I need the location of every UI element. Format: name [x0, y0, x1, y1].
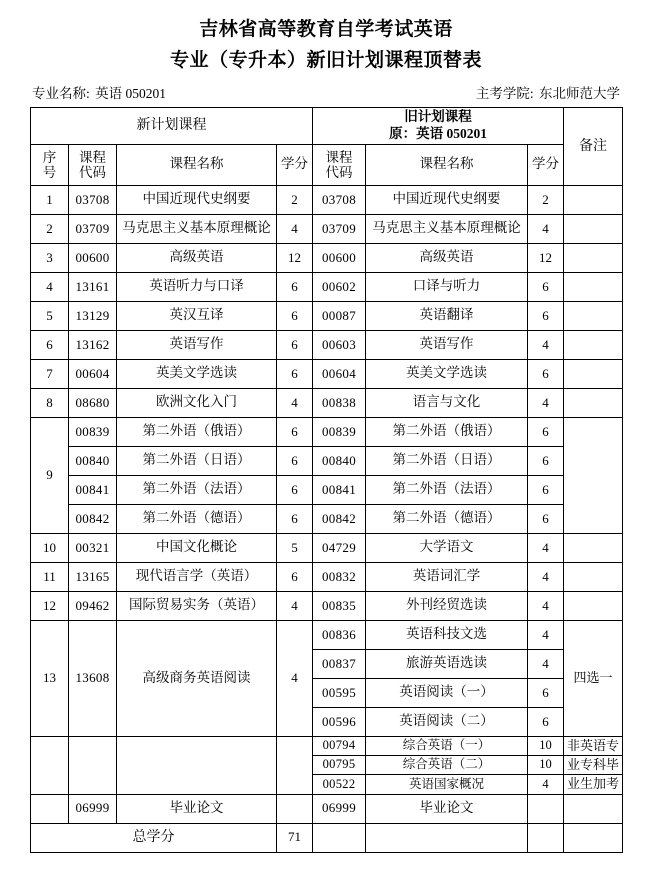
- cell-new-name: 中国文化概论: [117, 533, 277, 562]
- cell-old-name: 英语阅读（二）: [366, 707, 528, 736]
- cell-old-credit: 6: [528, 707, 564, 736]
- cell-old-code: 00835: [313, 591, 366, 620]
- table-row: [31, 185, 623, 214]
- cell-old-code: 00596: [313, 707, 366, 736]
- cell-remark: [564, 359, 623, 388]
- cell-new-name: 欧洲文化入门: [117, 388, 277, 417]
- cell-old-credit: 10: [528, 736, 564, 755]
- cell-old-credit: 4: [528, 775, 564, 794]
- cell-old-credit: 4: [528, 562, 564, 591]
- cell-remark: [564, 243, 623, 272]
- cell-new-credit: 6: [277, 272, 313, 301]
- cell-old-credit: 12: [528, 243, 564, 272]
- cell-remark: [564, 388, 623, 417]
- cell-old-code: 06999: [313, 794, 366, 823]
- cell-new-name: 国际贸易实务（英语）: [117, 591, 277, 620]
- header-new-credit: 学分: [277, 144, 313, 185]
- cell-old-name: 马克思主义基本原理概论: [366, 214, 528, 243]
- cell-seq-group: [31, 736, 69, 794]
- cell-new-credit: 12: [277, 243, 313, 272]
- table-row: [31, 533, 623, 562]
- cell-old-name: 毕业论文: [366, 794, 528, 823]
- table-header-group-row: [31, 108, 623, 145]
- cell-new-code: 06999: [69, 794, 117, 823]
- cell-old-name: 外刊经贸选读: [366, 591, 528, 620]
- cell-remark: [564, 823, 623, 852]
- cell-new-credit: [277, 794, 313, 823]
- major-label: 专业名称:: [32, 86, 90, 101]
- table-row: [31, 562, 623, 591]
- header-new-code-line2: 代码: [79, 164, 106, 180]
- cell-old-code: 00600: [313, 243, 366, 272]
- cell-old-code: 03708: [313, 185, 366, 214]
- cell-new-name: 高级英语: [117, 243, 277, 272]
- cell-new-code: 13129: [69, 301, 117, 330]
- table-row: [31, 243, 623, 272]
- cell-old-name: 综合英语（二）: [366, 756, 528, 775]
- cell-seq-group: 13: [31, 620, 69, 736]
- header-old-code-line1: 课程: [325, 149, 353, 165]
- cell-seq: 5: [31, 301, 69, 330]
- cell-new-code: 00321: [69, 533, 117, 562]
- cell-new-code: 00840: [69, 446, 117, 475]
- header-new-plan: 新计划课程: [31, 108, 313, 145]
- cell-new-credit-group: [277, 736, 313, 794]
- table-row-second-language: [31, 417, 623, 446]
- major-value: 英语 050201: [95, 86, 167, 101]
- cell-new-credit: 6: [277, 359, 313, 388]
- document-meta: [30, 82, 622, 102]
- cell-seq: 6: [31, 330, 69, 359]
- cell-new-code: 00842: [69, 504, 117, 533]
- table-row-choice-group: [31, 620, 623, 649]
- cell-old-code: 00842: [313, 504, 366, 533]
- cell-old-code: 00838: [313, 388, 366, 417]
- cell-new-code: 08680: [69, 388, 117, 417]
- cell-new-credit: 2: [277, 185, 313, 214]
- cell-old-credit: [528, 823, 564, 852]
- cell-old-code: 00832: [313, 562, 366, 591]
- college-field: [476, 82, 620, 102]
- cell-old-code: 00836: [313, 620, 366, 649]
- header-old-code-line2: 代码: [325, 164, 353, 180]
- cell-seq: 7: [31, 359, 69, 388]
- cell-new-name: 第二外语（日语）: [117, 446, 277, 475]
- cell-old-credit: 6: [528, 678, 564, 707]
- document-title: [30, 0, 622, 76]
- cell-remark: [564, 330, 623, 359]
- cell-seq: 8: [31, 388, 69, 417]
- cell-new-code: 03708: [69, 185, 117, 214]
- cell-old-credit: 6: [528, 272, 564, 301]
- cell-new-name: 第二外语（法语）: [117, 475, 277, 504]
- cell-new-credit: 4: [277, 214, 313, 243]
- cell-new-name: 第二外语（德语）: [117, 504, 277, 533]
- cell-new-credit: 6: [277, 562, 313, 591]
- title-line-1: 吉林省高等教育自学考试英语: [199, 19, 453, 40]
- cell-old-code: 00595: [313, 678, 366, 707]
- header-seq: [31, 144, 69, 185]
- college-label: 主考学院:: [475, 86, 534, 101]
- cell-old-name: 英美文学选读: [366, 359, 528, 388]
- cell-seq: [31, 794, 69, 823]
- cell-new-code: 03709: [69, 214, 117, 243]
- cell-old-credit: 6: [528, 359, 564, 388]
- cell-old-credit: 6: [528, 504, 564, 533]
- cell-new-credit: 5: [277, 533, 313, 562]
- cell-remark-line-1: 非英语专: [564, 736, 623, 755]
- cell-old-code: 00839: [313, 417, 366, 446]
- header-old-code: [313, 144, 366, 185]
- table-row-thesis: [31, 794, 623, 823]
- cell-remark: [564, 272, 623, 301]
- table-header-column-row: [31, 144, 623, 185]
- cell-remark-group: 四选一: [564, 620, 623, 736]
- cell-remark: [564, 301, 623, 330]
- header-new-name: 课程名称: [117, 144, 277, 185]
- cell-new-name: 英美文学选读: [117, 359, 277, 388]
- cell-old-credit: 4: [528, 533, 564, 562]
- cell-new-credit: 6: [277, 330, 313, 359]
- table-row-total: [31, 823, 623, 852]
- cell-old-code: 00837: [313, 649, 366, 678]
- cell-old-name: 大学语文: [366, 533, 528, 562]
- cell-seq: 12: [31, 591, 69, 620]
- header-old-name: 课程名称: [366, 144, 528, 185]
- title-line-2: 专业（专升本）新旧计划课程顶替表: [169, 50, 482, 71]
- cell-old-credit: 4: [528, 591, 564, 620]
- cell-new-credit: 6: [277, 446, 313, 475]
- cell-old-name: 英语国家概况: [366, 775, 528, 794]
- cell-new-code: 00841: [69, 475, 117, 504]
- cell-old-credit: 4: [528, 620, 564, 649]
- cell-old-code: 00087: [313, 301, 366, 330]
- cell-remark-line-2: 业专科毕: [564, 756, 623, 775]
- cell-new-name-group: [117, 736, 277, 794]
- cell-total-label: 总学分: [31, 823, 277, 852]
- cell-new-code: 00600: [69, 243, 117, 272]
- cell-remark: [564, 794, 623, 823]
- cell-remark-group: [564, 417, 623, 533]
- table-row: [31, 388, 623, 417]
- cell-seq: 10: [31, 533, 69, 562]
- cell-old-name: 语言与文化: [366, 388, 528, 417]
- header-old-plan-subtitle: 原：英语 050201: [389, 125, 487, 141]
- cell-old-name: 第二外语（德语）: [366, 504, 528, 533]
- cell-new-credit: 4: [277, 591, 313, 620]
- cell-old-credit: 2: [528, 185, 564, 214]
- table-row-extra-group: [31, 736, 623, 755]
- cell-old-name: 英语科技文选: [366, 620, 528, 649]
- cell-seq: 3: [31, 243, 69, 272]
- cell-old-credit: [528, 794, 564, 823]
- table-row: [31, 214, 623, 243]
- cell-old-code: 00841: [313, 475, 366, 504]
- cell-seq: 1: [31, 185, 69, 214]
- cell-old-name: 英语词汇学: [366, 562, 528, 591]
- cell-remark: [564, 591, 623, 620]
- header-old-plan: [313, 108, 564, 145]
- cell-seq: 2: [31, 214, 69, 243]
- header-old-plan-title: 旧计划课程: [404, 109, 472, 124]
- header-seq-line2: 号: [42, 164, 57, 180]
- cell-old-code: 00603: [313, 330, 366, 359]
- cell-old-name: 英语翻译: [366, 301, 528, 330]
- cell-old-credit: 6: [528, 417, 564, 446]
- cell-total-value: 71: [277, 823, 313, 852]
- course-substitution-table: [30, 107, 623, 853]
- cell-new-name: 现代语言学（英语）: [117, 562, 277, 591]
- cell-old-credit: 6: [528, 475, 564, 504]
- cell-seq: 11: [31, 562, 69, 591]
- table-row: [31, 359, 623, 388]
- table-row: [31, 301, 623, 330]
- cell-old-credit: 4: [528, 214, 564, 243]
- cell-new-name: 英语听力与口译: [117, 272, 277, 301]
- cell-new-name: 第二外语（俄语）: [117, 417, 277, 446]
- table-row: [31, 330, 623, 359]
- cell-old-name: 第二外语（日语）: [366, 446, 528, 475]
- cell-old-code: 00795: [313, 756, 366, 775]
- cell-seq-group: 9: [31, 417, 69, 533]
- cell-remark: [564, 533, 623, 562]
- cell-remark: [564, 185, 623, 214]
- cell-old-code: 03709: [313, 214, 366, 243]
- cell-new-name: 中国近现代史纲要: [117, 185, 277, 214]
- cell-new-code: 09462: [69, 591, 117, 620]
- cell-old-name: 高级英语: [366, 243, 528, 272]
- cell-new-credit: 6: [277, 475, 313, 504]
- cell-old-code: 00604: [313, 359, 366, 388]
- cell-old-name: 中国近现代史纲要: [366, 185, 528, 214]
- cell-old-credit: 4: [528, 388, 564, 417]
- cell-new-code: 00839: [69, 417, 117, 446]
- cell-new-name: 马克思主义基本原理概论: [117, 214, 277, 243]
- table-row-second-language: [31, 504, 623, 533]
- cell-new-credit-group: 4: [277, 620, 313, 736]
- cell-old-code: [313, 823, 366, 852]
- cell-old-code: 00794: [313, 736, 366, 755]
- cell-old-name: 第二外语（法语）: [366, 475, 528, 504]
- cell-old-credit: 10: [528, 756, 564, 775]
- cell-new-credit: 6: [277, 504, 313, 533]
- cell-old-name: 综合英语（一）: [366, 736, 528, 755]
- cell-new-name: 毕业论文: [117, 794, 277, 823]
- cell-remark-line-3: 业生加考: [564, 775, 623, 794]
- cell-old-name: [366, 823, 528, 852]
- cell-new-name-group: 高级商务英语阅读: [117, 620, 277, 736]
- header-old-credit: 学分: [528, 144, 564, 185]
- cell-new-credit: 6: [277, 301, 313, 330]
- cell-old-name: 英语写作: [366, 330, 528, 359]
- table-row: [31, 591, 623, 620]
- cell-old-credit: 6: [528, 446, 564, 475]
- table-row: [31, 272, 623, 301]
- cell-old-credit: 4: [528, 330, 564, 359]
- cell-new-code-group: 13608: [69, 620, 117, 736]
- cell-old-name: 口译与听力: [366, 272, 528, 301]
- cell-new-code: 13165: [69, 562, 117, 591]
- cell-old-code: 00522: [313, 775, 366, 794]
- major-field: [32, 82, 166, 102]
- cell-old-code: 00602: [313, 272, 366, 301]
- cell-new-credit: 4: [277, 388, 313, 417]
- header-new-code: [69, 144, 117, 185]
- cell-old-name: 第二外语（俄语）: [366, 417, 528, 446]
- cell-new-code: 00604: [69, 359, 117, 388]
- cell-new-code-group: [69, 736, 117, 794]
- cell-new-name: 英汉互译: [117, 301, 277, 330]
- cell-old-credit: 4: [528, 649, 564, 678]
- cell-old-name: 旅游英语选读: [366, 649, 528, 678]
- cell-old-code: 00840: [313, 446, 366, 475]
- table-row-second-language: [31, 446, 623, 475]
- header-seq-line1: 序: [42, 149, 57, 165]
- college-value: 东北师范大学: [539, 86, 620, 101]
- cell-new-code: 13161: [69, 272, 117, 301]
- cell-remark: [564, 562, 623, 591]
- cell-seq: 4: [31, 272, 69, 301]
- cell-old-code: 04729: [313, 533, 366, 562]
- cell-old-credit: 6: [528, 301, 564, 330]
- cell-new-name: 英语写作: [117, 330, 277, 359]
- header-remark: 备注: [564, 108, 623, 186]
- table-row-second-language: [31, 475, 623, 504]
- header-new-code-line1: 课程: [79, 149, 106, 165]
- cell-new-credit: 6: [277, 417, 313, 446]
- cell-new-code: 13162: [69, 330, 117, 359]
- cell-old-name: 英语阅读（一）: [366, 678, 528, 707]
- cell-remark: [564, 214, 623, 243]
